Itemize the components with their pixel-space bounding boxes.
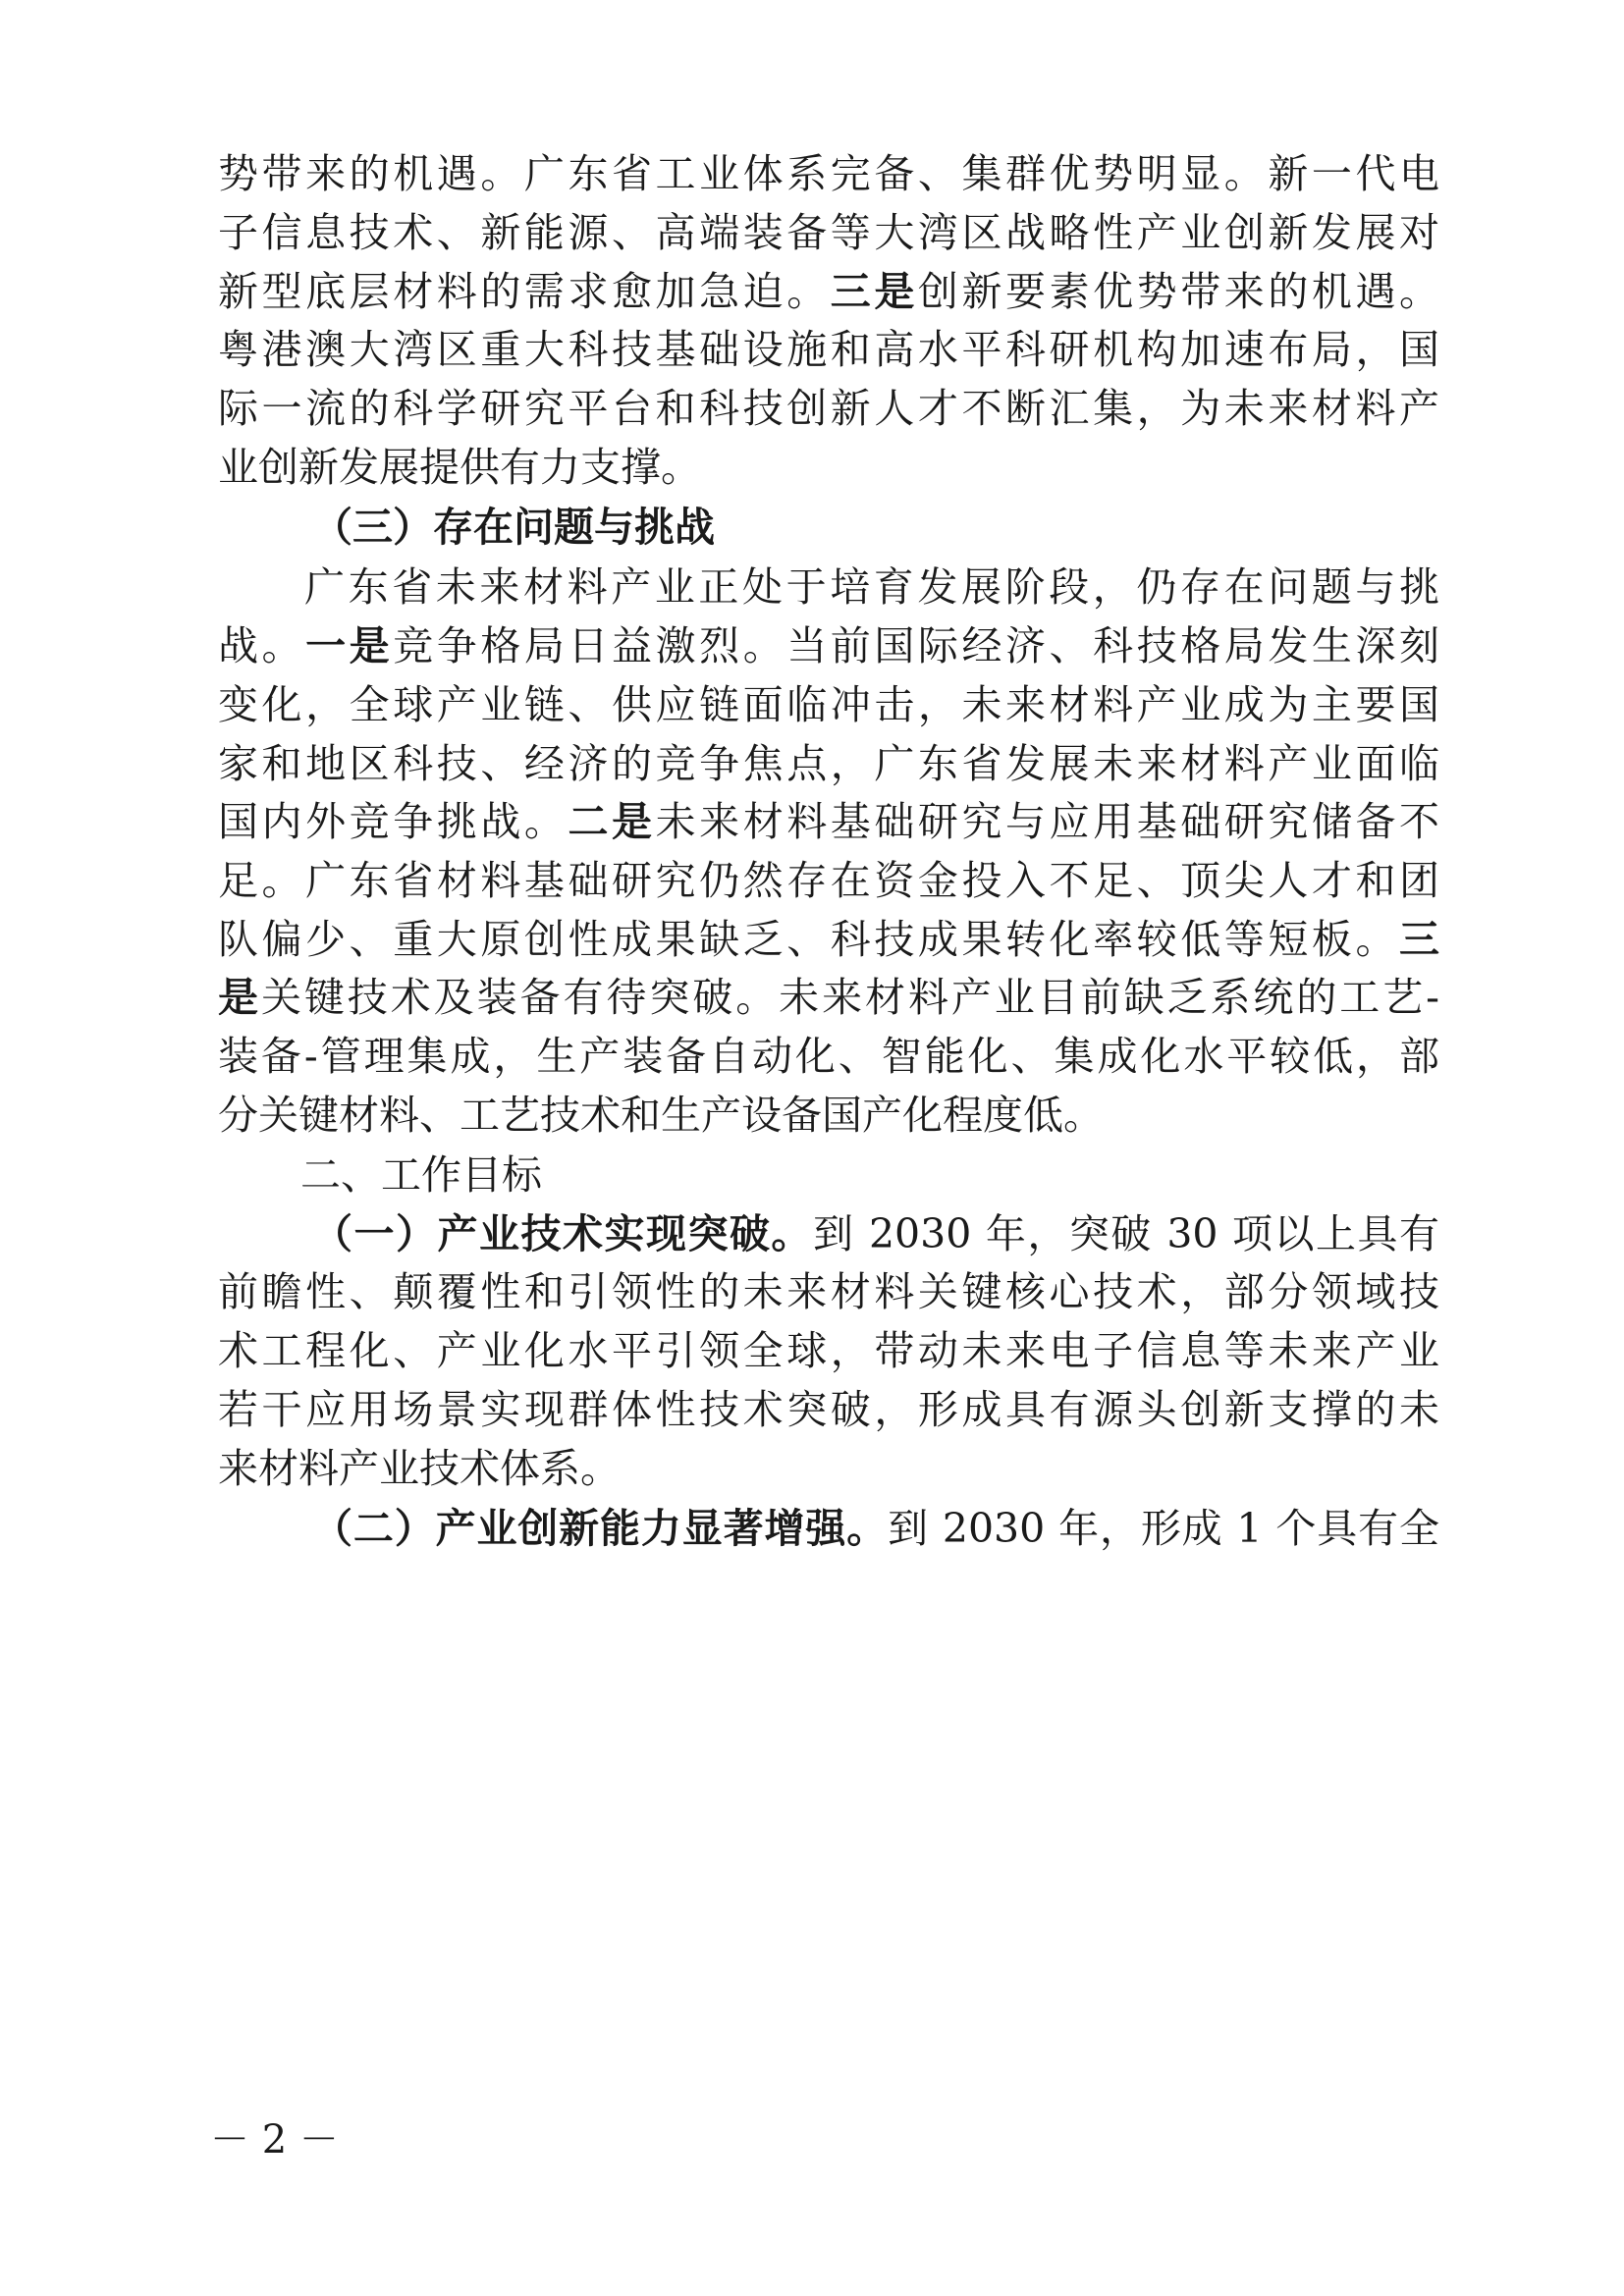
text-segment: 际一流的科学研究平台和科技创新人才不断汇集，为未来材料产 xyxy=(218,385,1439,432)
text-segment: 装备-管理集成，生产装备自动化、智能化、集成化水平较低，部 xyxy=(218,1033,1439,1080)
text-line xyxy=(218,616,1439,675)
bold-text-segment: 三是 xyxy=(830,268,918,315)
text-segment: 家和地区科技、经济的竞争焦点，广东省发展未来材料产业面临 xyxy=(218,740,1439,787)
text-segment: 队偏少、重大原创性成果缺乏、科技成果转化率较低等短板。 xyxy=(218,916,1399,963)
page-number: － 2 － xyxy=(210,2117,339,2163)
text-segment: 国内外竞争挑战。 xyxy=(218,798,568,845)
text-segment: 广东省未来材料产业正处于培育发展阶段，仍存在问题与挑 xyxy=(304,563,1439,611)
text-segment: 子信息技术、新能源、高端装备等大湾区战略性产业创新发展对 xyxy=(218,209,1439,256)
text-segment: 前瞻性、颠覆性和引领性的未来材料关键核心技术，部分领域技 xyxy=(218,1268,1439,1315)
text-line xyxy=(218,1439,1439,1498)
bold-text-segment: 二是 xyxy=(568,798,656,845)
text-line xyxy=(218,203,1439,262)
bold-text-segment: 三 xyxy=(1399,916,1439,963)
text-line xyxy=(218,675,1439,734)
text-line xyxy=(218,320,1439,379)
text-segment: 来材料产业技术体系。 xyxy=(218,1445,621,1492)
text-segment: 新型底层材料的需求愈加急迫。 xyxy=(218,268,831,315)
text-line xyxy=(218,792,1439,851)
bold-text-segment: （二）产业创新能力显著增强。 xyxy=(312,1505,889,1552)
text-segment: 足。广东省材料基础研究仍然存在资金投入不足、顶尖人才和团 xyxy=(218,857,1439,904)
text-segment: 战。 xyxy=(218,622,306,669)
text-line xyxy=(218,379,1439,438)
text-line xyxy=(218,968,1439,1027)
chapter-heading xyxy=(300,1146,1439,1204)
text-segment: 未来材料基础研究与应用基础研究储备不 xyxy=(655,798,1439,845)
text-line xyxy=(312,1204,1439,1263)
text-segment: 变化，全球产业链、供应链面临冲击，未来材料产业成为主要国 xyxy=(218,681,1439,728)
text-segment: 关键技术及装备有待突破。未来材料产业目前缺乏系统的工艺- xyxy=(260,974,1439,1021)
text-segment: 创新要素优势带来的机遇。 xyxy=(917,268,1439,315)
text-line xyxy=(218,1321,1439,1380)
bold-text-segment: 一是 xyxy=(305,622,394,669)
text-line xyxy=(218,262,1439,321)
text-line xyxy=(218,734,1439,793)
text-line xyxy=(218,1027,1439,1086)
text-line xyxy=(218,1380,1439,1439)
text-segment: 业创新发展提供有力支撑。 xyxy=(218,444,701,491)
text-line xyxy=(304,558,1439,616)
text-line xyxy=(312,1499,1439,1558)
text-segment: 到 2030 年，突破 30 项以上具有 xyxy=(812,1210,1439,1257)
text-line xyxy=(218,438,1439,497)
text-line xyxy=(218,1086,1439,1145)
bold-text-segment: （三）存在问题与挑战 xyxy=(312,504,715,551)
text-line xyxy=(218,1262,1439,1321)
text-segment: 势带来的机遇。广东省工业体系完备、集群优势明显。新一代电 xyxy=(218,150,1439,197)
text-line xyxy=(218,910,1439,969)
section-heading xyxy=(312,498,1439,557)
bold-text-segment: （一）产业技术实现突破。 xyxy=(312,1210,813,1257)
text-line xyxy=(218,851,1439,910)
text-segment: 若干应用场景实现群体性技术突破，形成具有源头创新支撑的未 xyxy=(218,1386,1439,1433)
text-segment: 竞争格局日益激烈。当前国际经济、科技格局发生深刻 xyxy=(393,622,1439,669)
bold-text-segment: 是 xyxy=(218,974,261,1021)
text-line xyxy=(218,144,1439,203)
text-segment: 术工程化、产业化水平引领全球，带动未来电子信息等未来产业 xyxy=(218,1327,1439,1374)
text-segment: 到 2030 年，形成 1 个具有全 xyxy=(888,1505,1439,1552)
text-segment: 二、工作目标 xyxy=(300,1151,542,1199)
text-segment: 粤港澳大湾区重大科技基础设施和高水平科研机构加速布局，国 xyxy=(218,326,1439,373)
text-segment: 分关键材料、工艺技术和生产设备国产化程度低。 xyxy=(218,1092,1104,1139)
